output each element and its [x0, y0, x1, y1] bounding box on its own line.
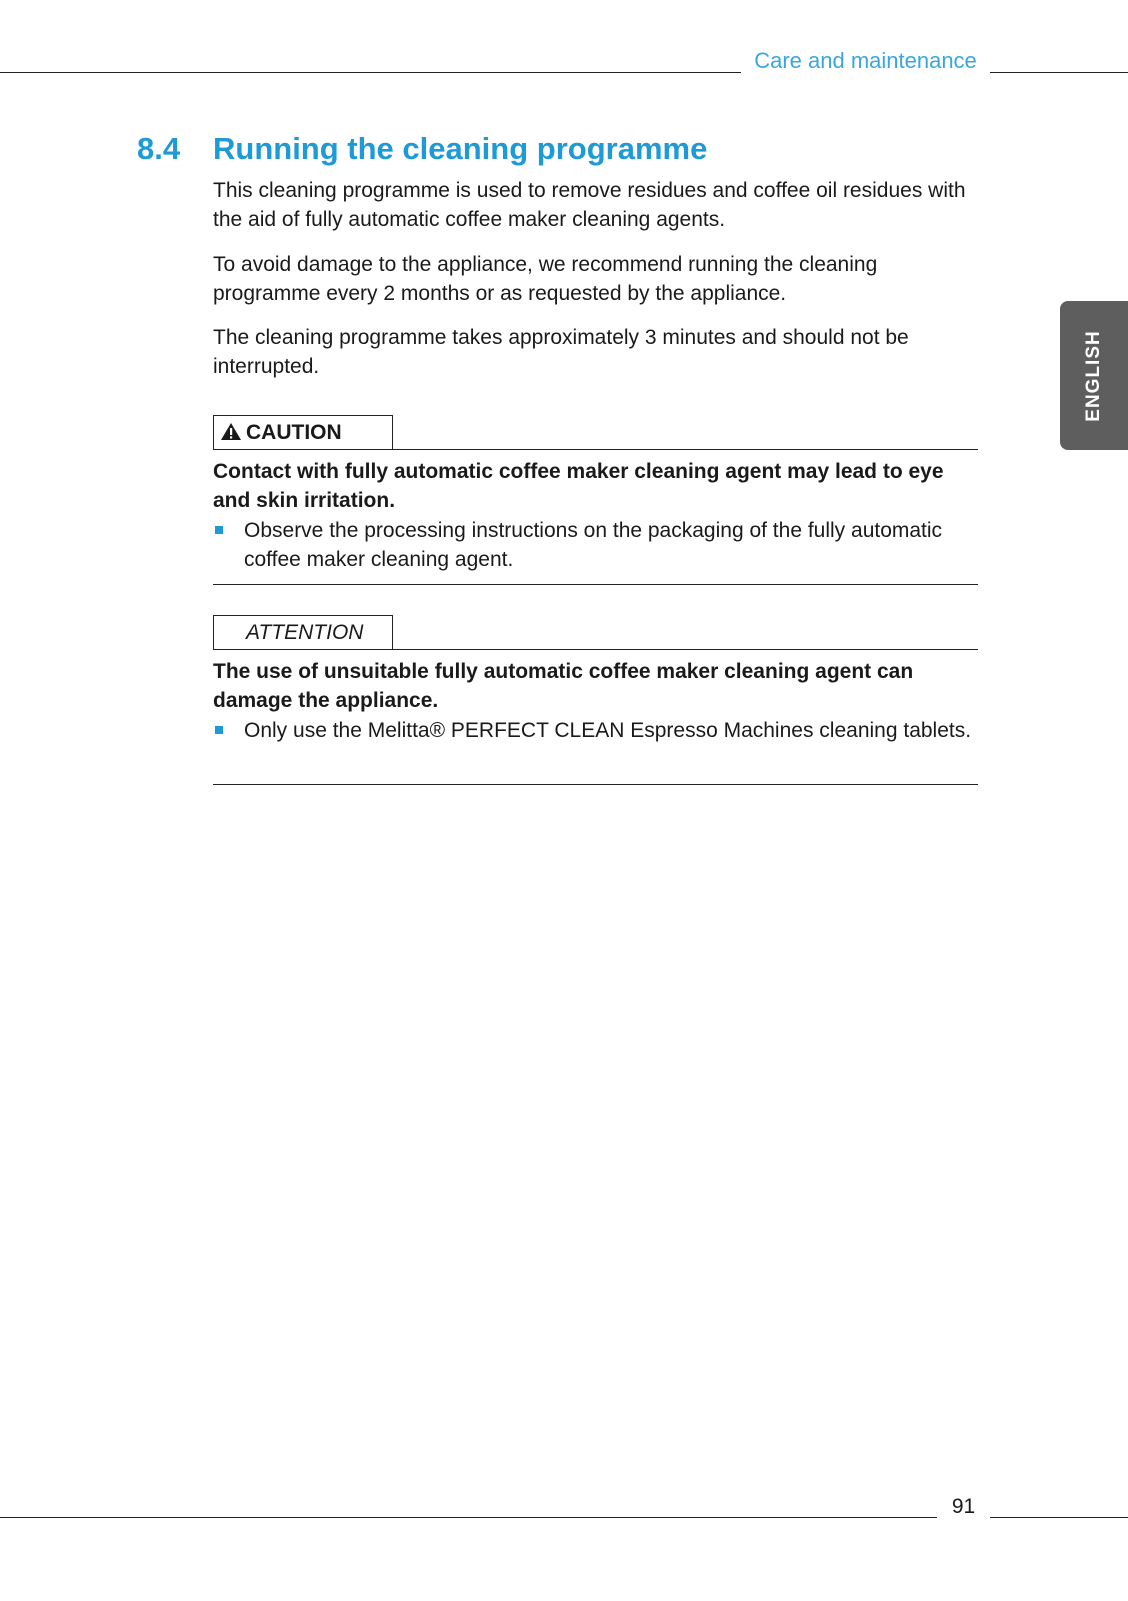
language-tab-label: ENGLISH	[1083, 329, 1104, 422]
bullet-icon	[215, 526, 223, 534]
footer-rule	[990, 1517, 1128, 1518]
caution-top-rule	[213, 449, 978, 450]
section-title: Running the cleaning programme	[213, 131, 708, 166]
warning-triangle-icon	[220, 418, 242, 452]
attention-statement: The use of unsuitable fully automatic coffee maker cleaning agent can damage the appliance.	[213, 660, 914, 712]
caution-label: CAUTION	[246, 421, 342, 444]
bullet-icon	[215, 726, 223, 734]
caution-label-box	[213, 415, 393, 449]
caution-bottom-rule	[213, 584, 978, 585]
paragraph: The cleaning programme takes approximately 3 minutes and should not be interrupted.	[213, 326, 909, 378]
caution-bullet-text: Observe the processing instructions on the packaging of the fully automatic coffee maker cleaning agent.	[244, 519, 943, 571]
paragraph: This cleaning programme is used to remove residues and coffee oil residues with the aid of fully automatic coffee maker cleaning agents.	[213, 179, 966, 231]
attention-bullet-text: Only use the Melitta® PERFECT CLEAN Espresso Machines cleaning tablets.	[244, 719, 972, 742]
running-header: Care and maintenance	[754, 48, 977, 73]
caution-bullet-item	[213, 516, 978, 574]
attention-bottom-rule	[213, 784, 978, 785]
section-number: 8.4	[137, 131, 181, 166]
footer-rule	[0, 1517, 937, 1518]
header-rule	[990, 72, 1128, 73]
attention-top-rule	[213, 649, 978, 650]
header-rule	[0, 72, 741, 73]
caution-statement: Contact with fully automatic coffee maker cleaning agent may lead to eye and skin irritation.	[213, 460, 944, 512]
attention-label-box	[213, 615, 393, 649]
paragraph: To avoid damage to the appliance, we recommend running the cleaning programme every 2 months or as requested by the appliance.	[213, 253, 878, 305]
page-number: 91	[951, 1495, 976, 1518]
language-tab	[1060, 301, 1128, 450]
attention-bullet-item	[213, 716, 978, 745]
attention-label: ATTENTION	[246, 621, 364, 644]
